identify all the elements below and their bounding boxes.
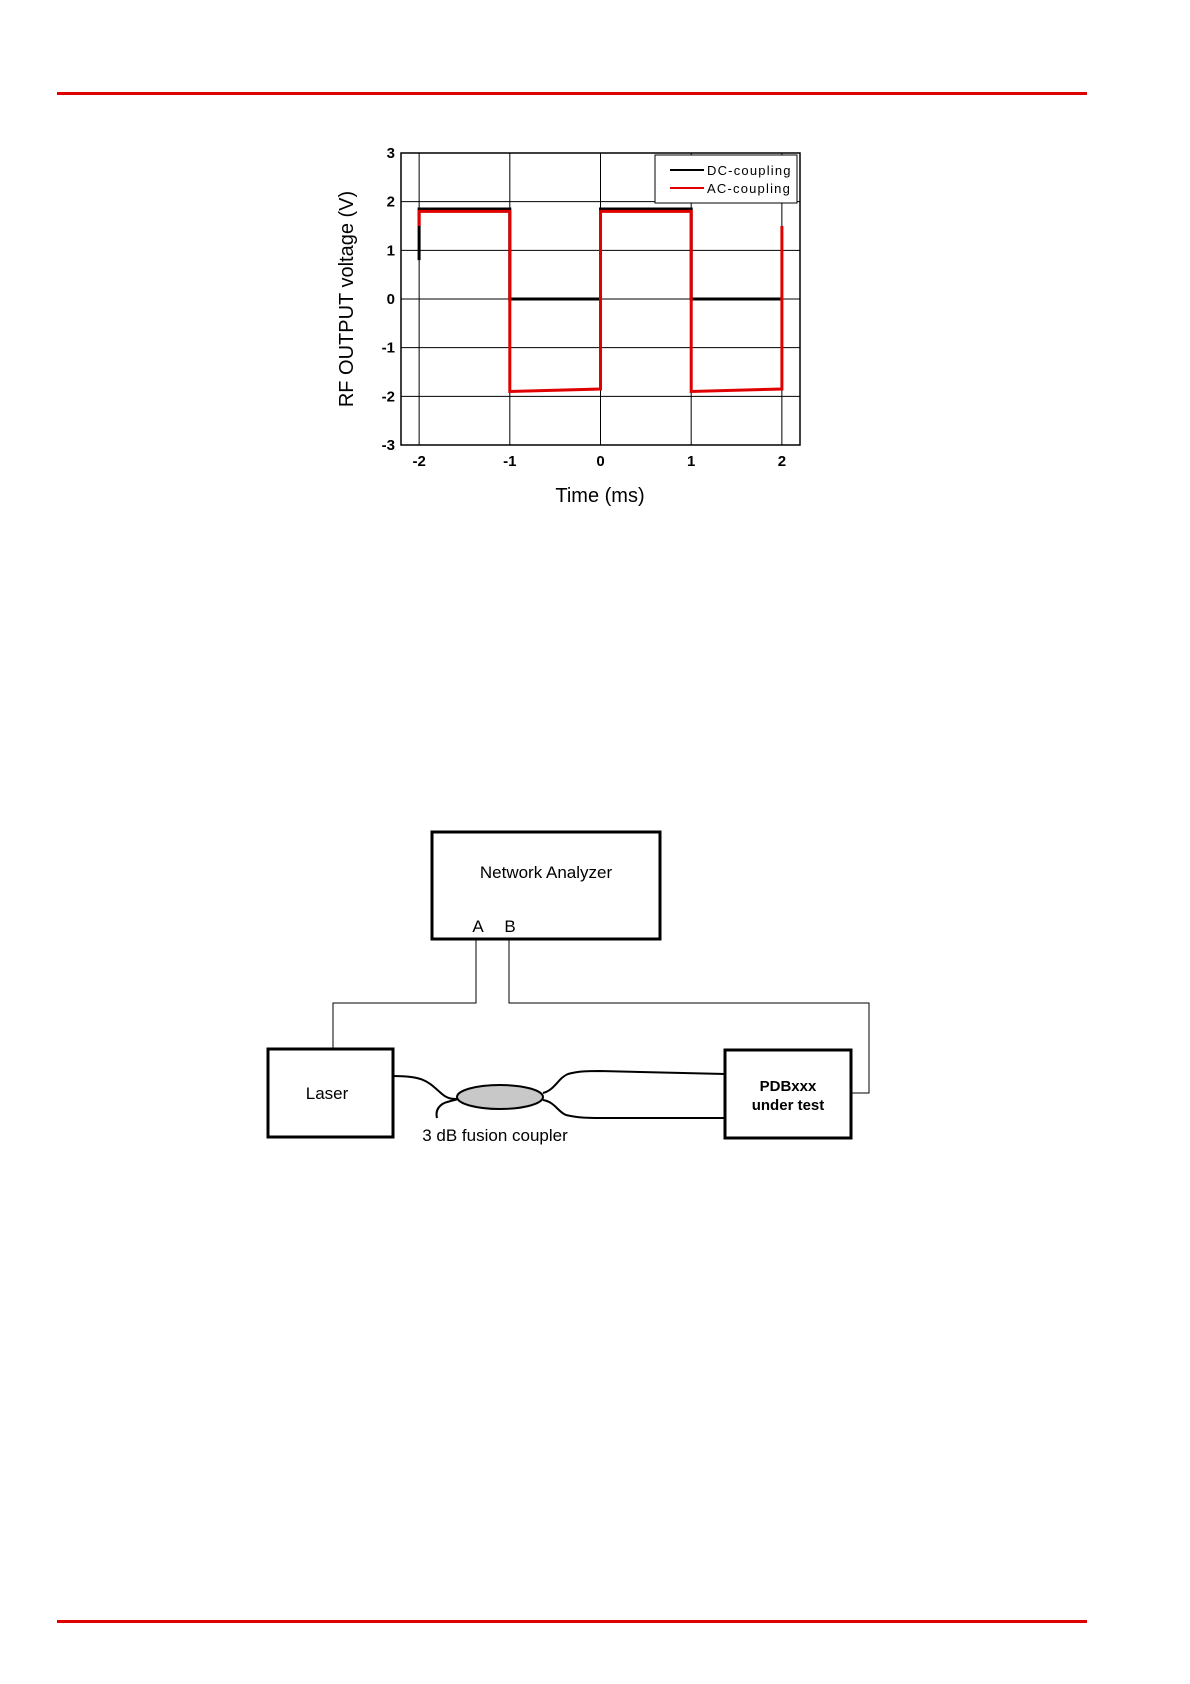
y-tick-label: 2 (386, 193, 395, 211)
port-a-label: A (472, 917, 484, 936)
fiber-coupler-to-pdb-lower (543, 1100, 725, 1118)
y-axis-label: RF OUTPUT voltage (V) (336, 190, 358, 408)
x-axis-label: Time (ms) (555, 485, 645, 507)
network-analyzer-box (432, 832, 660, 939)
port-b-label: B (504, 917, 516, 936)
y-tick-label: 3 (386, 145, 395, 162)
network-analyzer-label: Network Analyzer (479, 863, 613, 882)
fiber-coupler-to-pdb-upper (543, 1071, 725, 1093)
legend-label-dc: DC-coupling (707, 163, 792, 178)
legend-label-ac: AC-coupling (707, 181, 792, 196)
fiber-unused-port (436, 1099, 458, 1118)
y-ticks (382, 145, 395, 454)
legend (655, 155, 797, 203)
y-tick-label: 1 (386, 242, 395, 260)
y-tick-label: -3 (381, 437, 395, 454)
x-ticks (412, 453, 786, 470)
pdb-box (725, 1050, 851, 1138)
coupling-chart (330, 130, 830, 520)
fiber-laser-to-coupler (393, 1076, 458, 1099)
cable-port-a-to-laser (333, 939, 476, 1048)
x-tick-label: -2 (412, 453, 426, 470)
laser-box (268, 1049, 393, 1137)
header-rule (57, 92, 1087, 95)
x-tick-label: -1 (503, 453, 517, 470)
cable-port-b-to-pdb (509, 939, 869, 1093)
pdb-label-line2: under test (751, 1097, 825, 1114)
x-tick-label: 1 (687, 453, 696, 470)
x-tick-label: 2 (777, 453, 787, 470)
y-tick-label: 0 (386, 291, 395, 308)
y-tick-label: -2 (381, 388, 395, 406)
footer-rule (57, 1620, 1087, 1623)
pdb-label-line1: PDBxxx (759, 1078, 817, 1095)
x-tick-label: 0 (596, 453, 605, 470)
laser-label: Laser (305, 1084, 349, 1103)
fusion-coupler (457, 1085, 543, 1109)
coupler-label: 3 dB fusion coupler (422, 1126, 568, 1145)
y-tick-label: -1 (381, 339, 395, 357)
